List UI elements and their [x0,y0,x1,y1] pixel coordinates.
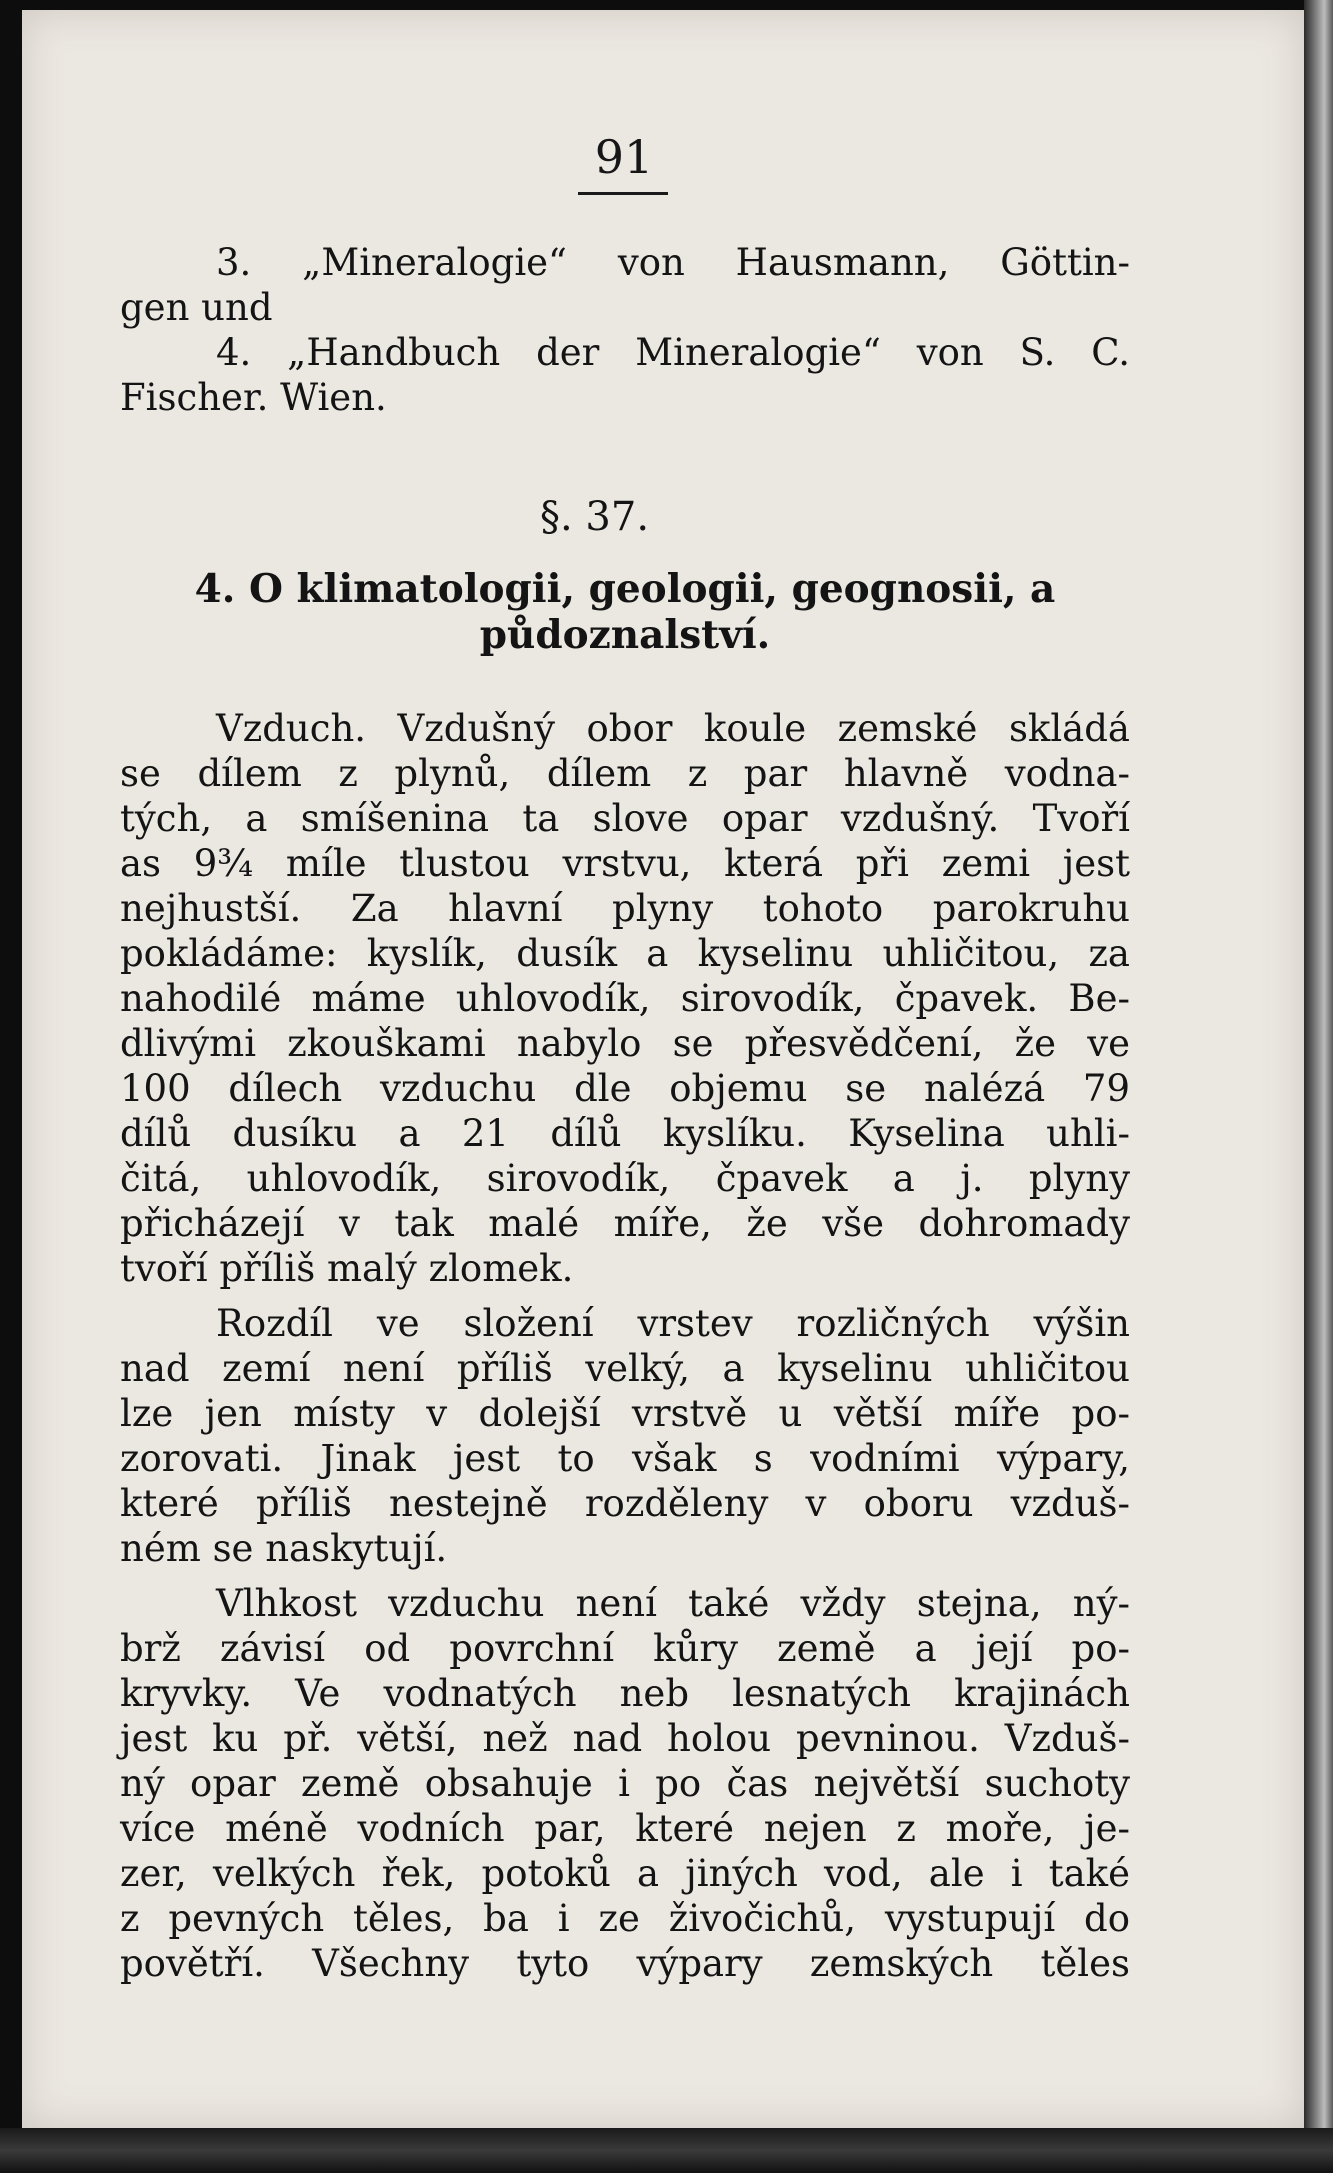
text-line: as 9¾ míle tlustou vrstvu, která při zemi jest [120,842,1130,885]
text-line: tvoří příliš malý zlomek. [120,1247,574,1290]
text-line: kryvky. Ve vodnatých neb lesnatých krajinách [120,1672,1130,1715]
text-line: zer, velkých řek, potoků a jiných vod, ale i také [120,1852,1130,1895]
scan-right-edge [1304,0,1333,2173]
text-line: jest ku př. větší, než nad holou pevninou. Vzduš- [120,1717,1130,1760]
section-number: §. 37. [540,494,650,540]
section-heading [120,566,1130,658]
text-line: zorovati. Jinak jest to však s vodními výpary, [120,1437,1130,1480]
text-line: dlivými zkouškami nabylo se přesvědčení, že ve [120,1022,1130,1065]
text-line: nad zemí není příliš velký, a kyselinu uhličitou [120,1347,1130,1390]
text-line: které příliš nestejně rozděleny v oboru vzduš- [120,1482,1130,1525]
text-line: Vlhkost vzduchu není také vždy stejna, ný- [216,1582,1130,1625]
text-line: brž závisí od povrchní kůry země a její po- [120,1627,1130,1670]
page-number: 91 [594,130,654,184]
text-line: lze jen místy v dolejší vrstvě u větší míře po- [120,1392,1130,1435]
text-line: nejhustší. Za hlavní plyny tohoto parokruhu [120,887,1130,930]
bibliography-line: 3. „Mineralogie“ von Hausmann, Göttin- [216,241,1130,284]
bibliography-line: Fischer. Wien. [120,376,387,419]
bibliography [120,240,1130,420]
text-line: se dílem z plynů, dílem z par hlavně vodna- [120,752,1130,795]
text-line: přicházejí v tak malé míře, že vše dohromady [120,1202,1130,1245]
text-line: 100 dílech vzduchu dle objemu se nalézá 79 [120,1067,1130,1110]
page-number-rule [578,192,668,195]
text-line: z pevných těles, ba i ze živočichů, vystupují do [120,1897,1130,1940]
text-line: povětří. Všechny tyto výpary zemských těles [120,1942,1130,1985]
text-line: pokládáme: kyslík, dusík a kyselinu uhličitou, za [120,932,1130,975]
paragraph-air [120,706,1130,1291]
text-line: ný opar země obsahuje i po čas největší suchoty [120,1762,1130,1805]
paragraph-composition [120,1301,1130,1571]
text-line: dílů dusíku a 21 dílů kyslíku. Kyselina uhli- [120,1112,1130,1155]
heading-line: 4. O klimatologii, geologii, geognosii, a [194,566,1056,612]
text-line: více méně vodních par, které nejen z moře, je- [120,1807,1130,1850]
text-line: Vzduch. Vzdušný obor koule zemské skládá [216,707,1130,750]
text-line: ném se naskytují. [120,1527,448,1570]
bibliography-line: gen und [120,286,273,329]
text-line: čitá, uhlovodík, sirovodík, čpavek a j. plyny [120,1157,1130,1200]
paragraph-humidity [120,1581,1130,1986]
bibliography-line: 4. „Handbuch der Mineralogie“ von S. C. [216,331,1130,374]
text-line: nahodilé máme uhlovodík, sirovodík, čpavek. Be- [120,977,1130,1020]
scan-bottom-edge [0,2128,1333,2173]
text-line: Rozdíl ve složení vrstev rozličných výšin [216,1302,1130,1345]
heading-line: půdoznalství. [479,612,771,658]
text-line: tých, a smíšenina ta slove opar vzdušný. Tvoří [120,797,1130,840]
